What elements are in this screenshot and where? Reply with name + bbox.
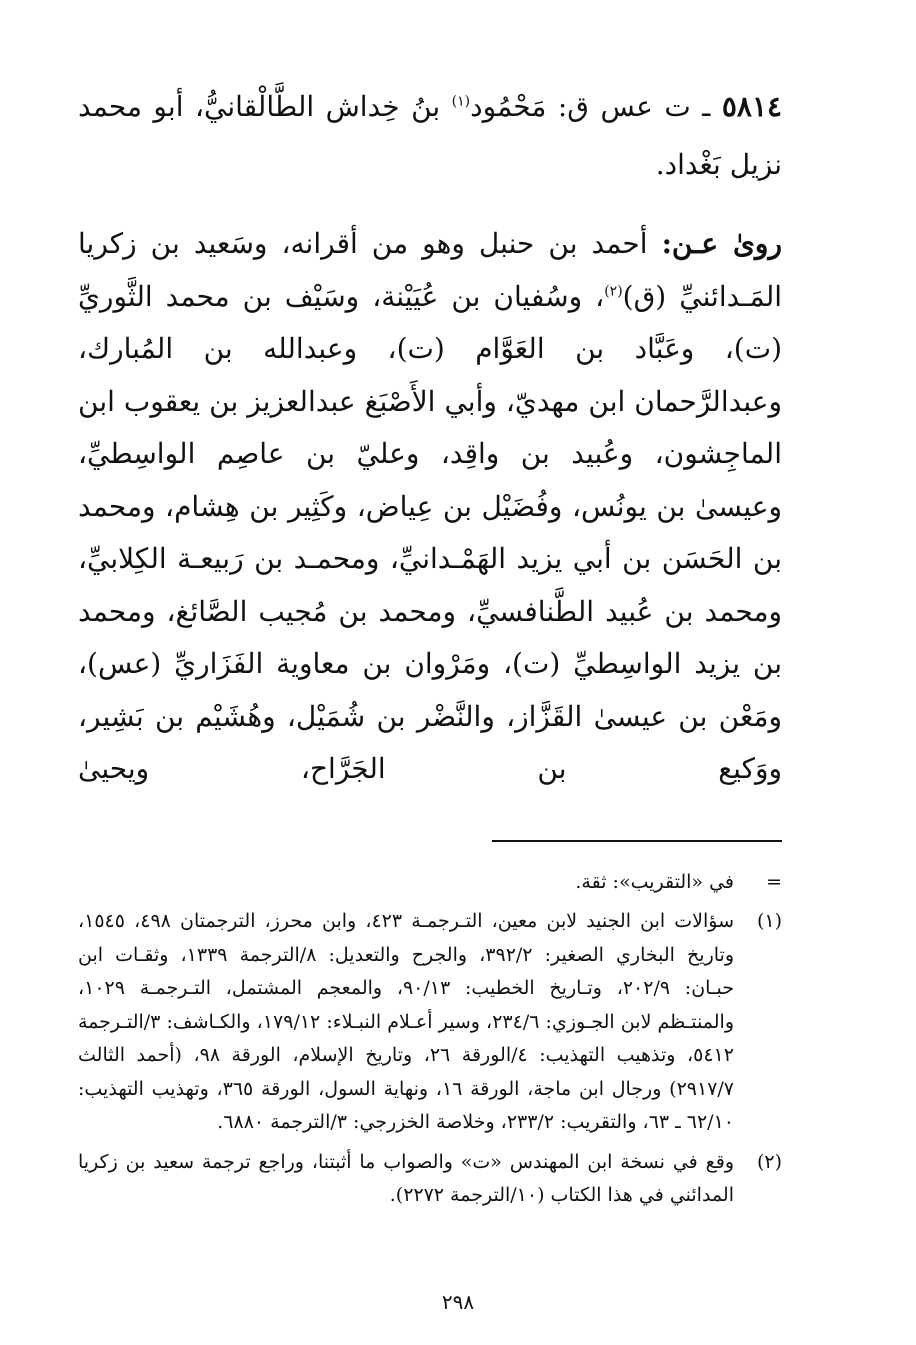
footnote-text: في «التقريب»: ثقة. xyxy=(575,870,734,893)
footnote-mark: = xyxy=(766,870,782,893)
footnote-mark: (٢) xyxy=(756,1150,782,1173)
entry-heading xyxy=(78,78,782,194)
page-content xyxy=(78,78,782,1213)
footnote-continuation xyxy=(78,866,782,900)
narrators-text-2: ، وسُفيان بن عُيَيْنة، وسَيْف بن محمد الثَّوريِّ (ت)، وعَبَّاد بن العَوَّام (ت)، وعبدالله بن المُبارك، وعبدالرَّحمان ابن مهديّ، وأبي الأَصْبَغ عبدالعزيز بن يعقوب ابن الماجِشون، وعُبيد بن واقِد، وعليّ بن عاصِم الواسِطيِّ، وعيسىٰ بن يونُس، وفُضَيْل بن عِياض، وكَثِير بن هِشام، ومحمد بن الحَسَن بن أبي يزيد الهَمْـدانيِّ، ومحمـد بن رَبيعـة الكِلابيِّ، ومحمد بن عُبيد الطَّنافسيِّ، ومحمد بن مُجيب الصَّائغ، ومحمد بن يزيد الواسِطيِّ (ت)، ومَرْوان بن معاوية الفَزَاريِّ (عس)، ومَعْن بن عيسىٰ القَزَّاز، والنَّضْر بن شُمَيْل، وهُشَيْم بن بَشِير، ووَكيع بن الجَرَّاح، ويحيىٰ xyxy=(78,279,782,785)
narrators-text-1: أحمد بن حنبل وهو من أقرانه، وسَعيد بن زكريا المَـدائنيِّ (ق) xyxy=(78,227,782,313)
page-number: ٢٩٨ xyxy=(441,1290,475,1314)
footnote-rule-wrap xyxy=(78,796,782,866)
footnote-separator xyxy=(492,840,782,842)
narrated-from-label: روىٰ عـن: xyxy=(661,227,782,260)
narrators-paragraph xyxy=(78,218,782,796)
footnote-ref-1[interactable]: (١) xyxy=(451,93,471,110)
footnotes xyxy=(78,866,782,1213)
entry-number: ٥٨١٤ xyxy=(721,90,783,123)
footnote-ref-2[interactable]: (٢) xyxy=(604,283,623,300)
footnote-2 xyxy=(78,1146,782,1213)
entry-name: مَحْمُود xyxy=(470,90,547,123)
entry-rest: بنُ خِداش الطَّالْقانيُّ، أبو محمد نزيل بَغْداد. xyxy=(78,90,782,181)
entry-sigla: ـ ت عس ق: xyxy=(557,90,711,123)
footnote-mark: (١) xyxy=(756,910,782,932)
footnote-1 xyxy=(78,905,782,1140)
footnote-text: سؤالات ابن الجنيد لابن معين، التـرجمـة ٤٢٣، وابن محرز، الترجمتان ٤٩٨، ١٥٤٥، وتاريخ البخاري الصغير: ٣٩٢/٢، والجرح والتعديل: ٨/الترجمة ١٣٣٩، وثقـات ابن حبـان: ٢٠٢/٩، وتـاريخ الخطيب: ٩٠/١٣، والمعجم المشتمل، التـرجمـة ١٠٢٩، والمنتـظم لابن الجـوزي: ٢٣٤/٦، وسير أعـلام النبـلاء: ١٧٩/١٢، والكـاشف: ٣/التـرجمة ٥٤١٢، وتذهيب التهذيب: ٤/الورقة ٢٦، وتاريخ الإسلام، الورقة ٩٨، (أحمد الثالث ٢٩١٧/٧) ورجال ابن ماجة، الورقة ١٦، ونهاية السول، الورقة ٣٦٥، وتهذيب التهذيب: ٦٢/١٠ ـ ٦٣، والتقريب: ٢٣٣/٢، وخلاصة الخزرجي: ٣/الترجمة ٦٨٨٠. xyxy=(78,910,735,1133)
footnote-text: وقع في نسخة ابن المهندس «ت» والصواب ما أثبتنا، وراجع ترجمة سعيد بن زكريا المدائني في هذا الكتاب (١٠/الترجمة ٢٢٧٢). xyxy=(78,1150,734,1206)
